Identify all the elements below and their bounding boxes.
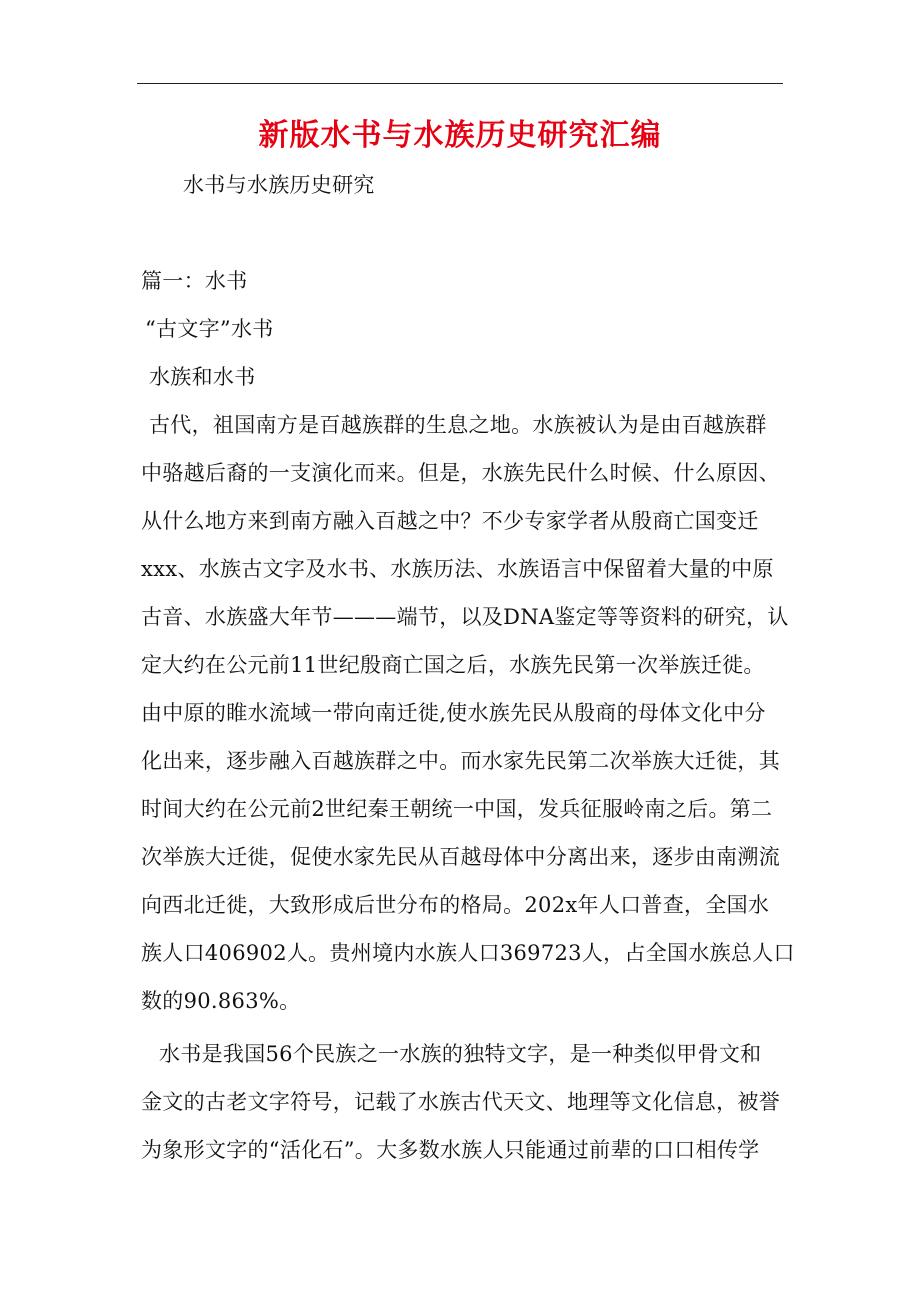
paragraph-line: 水书是我国56个民族之一水族的独特文字，是一种类似甲骨文和 [159, 1042, 762, 1066]
subheading-ancient-script: “古文字”水书 [145, 317, 274, 341]
header-rule [137, 83, 783, 84]
paragraph-line: 族人口406902人。贵州境内水族人口369723人，占全国水族总人口 [141, 941, 795, 965]
document-subtitle: 水书与水族历史研究 [183, 173, 375, 197]
paragraph-line: 向西北迁徙，大致形成后世分布的格局。202x年人口普查，全国水 [141, 893, 770, 917]
paragraph-line: 为象形文字的“活化石”。大多数水族人只能通过前辈的口口相传学 [141, 1138, 760, 1162]
document-title: 新版水书与水族历史研究汇编 [258, 118, 662, 153]
paragraph-line: 古音、水族盛大年节———端节，以及DNA鉴定等等资料的研究，认 [141, 605, 789, 629]
paragraph-line: 从什么地方来到南方融入百越之中？不少专家学者从殷商亡国变迁 [141, 509, 759, 533]
paragraph-line: 化出来，逐步融入百越族群之中。而水家先民第二次举族大迁徙，其 [141, 749, 780, 773]
subheading-shui-people: 水族和水书 [149, 365, 256, 389]
paragraph-line: xxx、水族古文字及水书、水族历法、水族语言中保留着大量的中原 [141, 557, 774, 581]
paragraph-line: 定大约在公元前11世纪殷商亡国之后，水族先民第一次举族迁徙。 [141, 653, 765, 677]
paragraph-line: 时间大约在公元前2世纪秦王朝统一中国，发兵征服岭南之后。第二 [141, 797, 773, 821]
paragraph-line: 古代，祖国南方是百越族群的生息之地。水族被认为是由百越族群 [149, 413, 767, 437]
paragraph-line: 由中原的睢水流域一带向南迁徙,使水族先民从殷商的母体文化中分 [141, 701, 766, 725]
paragraph-line: 数的90.863%。 [141, 989, 301, 1013]
paragraph-line: 金文的古老文字符号，记载了水族古代天文、地理等文化信息，被誉 [141, 1090, 780, 1114]
paragraph-line: 次举族大迁徙，促使水家先民从百越母体中分离出来，逐步由南溯流 [141, 845, 780, 869]
section-heading: 篇一：水书 [141, 269, 248, 293]
paragraph-line: 中骆越后裔的一支演化而来。但是，水族先民什么时候、什么原因、 [141, 461, 780, 485]
